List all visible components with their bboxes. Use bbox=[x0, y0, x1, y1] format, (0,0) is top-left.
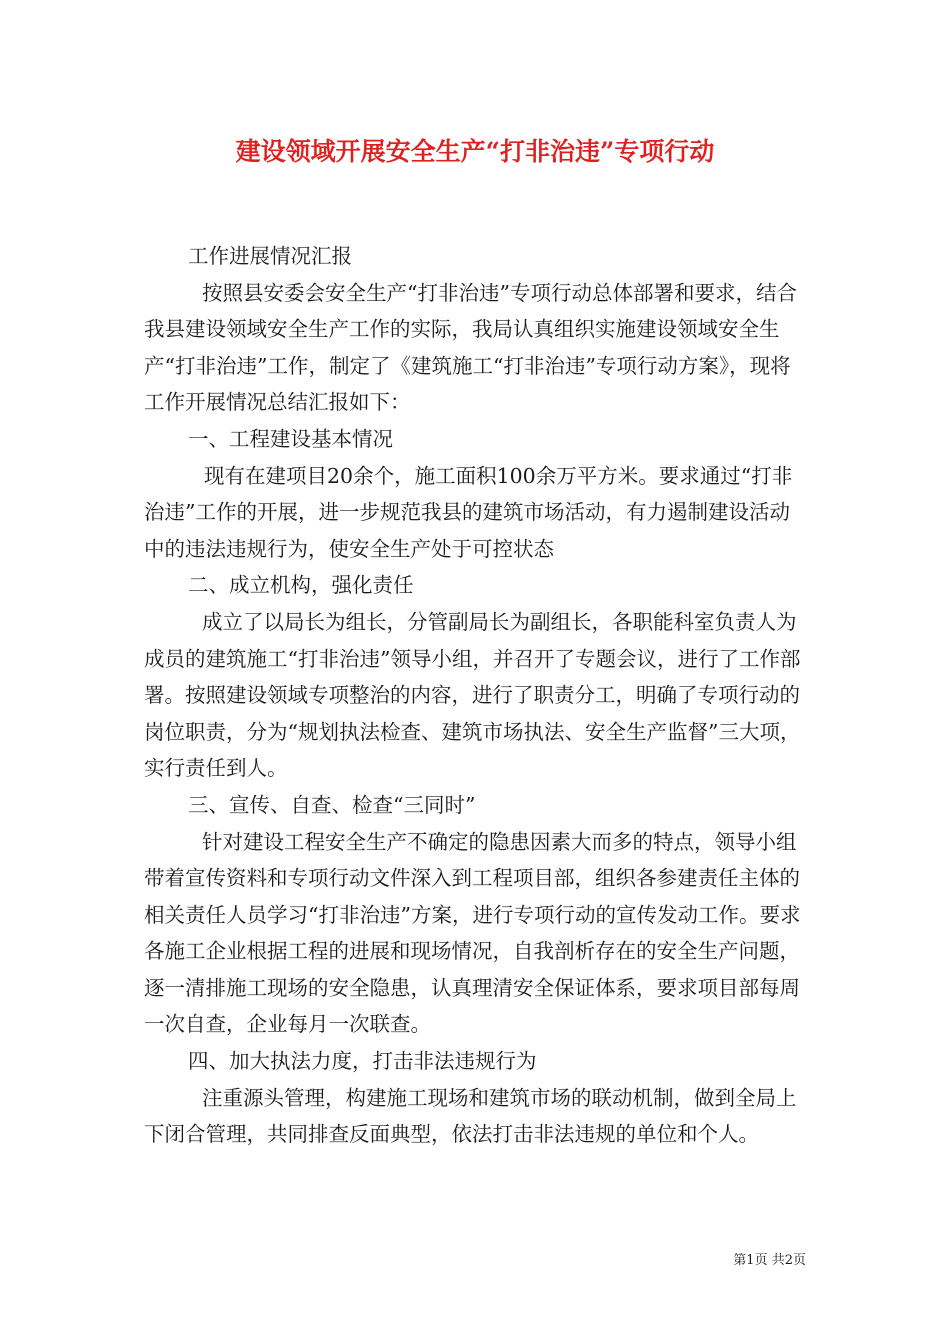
page-suffix: 页 bbox=[792, 1253, 806, 1268]
report-subtitle: 工作进展情况汇报 bbox=[188, 244, 352, 268]
document-body bbox=[144, 238, 809, 1153]
section-heading-3: 三、宣传、自查、检查“三同时” bbox=[188, 792, 476, 817]
section-heading-2: 二、成立机构，强化责任 bbox=[188, 573, 414, 598]
intro-paragraph: 按照县安委会安全生产“打非治违”专项行动总体部署和要求，结合我县建设领域安全生产工作的实际，我局认真组织实施建设领域安全生产“打非治违”工作，制定了《建筑施工“打非治违”专项行动方案》，现将工作开展情况总结汇报如下： bbox=[144, 280, 797, 415]
page-prefix: 第 bbox=[733, 1253, 747, 1268]
page-current: 1 bbox=[746, 1253, 755, 1268]
page-mid: 页 共 bbox=[754, 1253, 785, 1268]
section-heading-4: 四、加大执法力度，打击非法违规行为 bbox=[188, 1049, 537, 1074]
document-title: 建设领域开展安全生产“打非治违”专项行动 bbox=[235, 137, 715, 166]
section-paragraph-2: 成立了以局长为组长，分管副局长为副组长，各职能科室负责人为成员的建筑施工“打非治违”领导小组，并召开了专题会议，进行了工作部署。按照建设领域专项整治的内容，进行了职责分工，明确了专项行动的岗位职责，分为“规划执法检查、建筑市场执法、安全生产监督”三大项，实行责任到人。 bbox=[144, 609, 801, 781]
page-number-footer bbox=[733, 1249, 806, 1268]
section-heading-1: 一、工程建设基本情况 bbox=[188, 426, 393, 451]
section-paragraph-3: 针对建设工程安全生产不确定的隐患因素大而多的特点，领导小组带着宣传资料和专项行动文件深入到工程项目部，组织各参建责任主体的相关责任人员学习“打非治违”方案，进行专项行动的宣传发动工作。要求各施工企业根据工程的进展和现场情况，自我剖析存在的安全生产问题，逐一清排施工现场的安全隐患，认真理清安全保证体系，要求项目部每周一次自查，企业每月一次联查。 bbox=[144, 829, 801, 1037]
section-paragraph-4: 注重源头管理，构建施工现场和建筑市场的联动机制，做到全局上下闭合管理，共同排查反面典型，依法打击非法违规的单位和个人。 bbox=[144, 1085, 797, 1147]
page-total: 2 bbox=[784, 1253, 793, 1268]
section-paragraph-1: 现有在建项目20余个，施工面积100余万平方米。要求通过“打非治违”工作的开展，进一步规范我县的建筑市场活动，有力遏制建设活动中的违法违规行为，使安全生产处于可控状态 bbox=[144, 463, 793, 561]
